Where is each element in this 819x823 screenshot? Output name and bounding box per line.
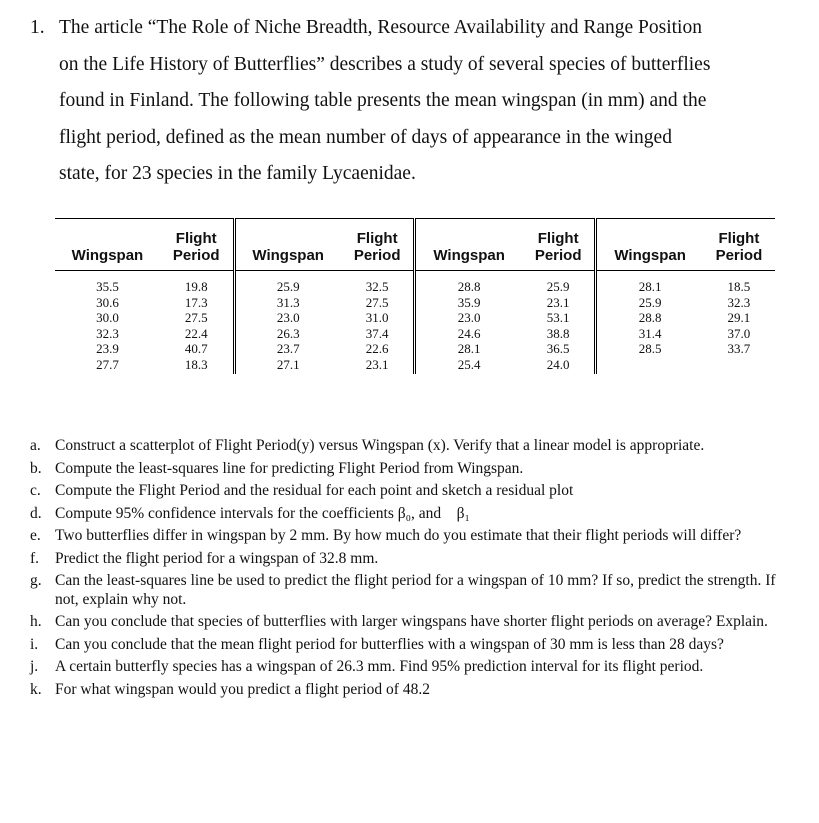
question-text: Compute 95% confidence intervals for the coefficients β₀, and β₁: [55, 504, 470, 522]
table-cell: 31.3: [276, 294, 300, 310]
question-item: [30, 460, 790, 479]
table-cell: 28.8: [457, 279, 481, 294]
intro-line: on the Life History of Butterflies” describes a study of several species of butterflies: [59, 53, 711, 75]
question-item: [30, 636, 790, 655]
table-cell: 25.9: [522, 271, 596, 295]
question-text: Predict the flight period for a wingspan of 32.8 mm.: [55, 549, 379, 567]
problem-number: 1.: [30, 17, 45, 38]
header-wingspan: Wingspan: [55, 219, 160, 271]
question-item: [30, 658, 790, 677]
intro-line: The article “The Role of Niche Breadth, Resource Availability and Range Position: [59, 17, 702, 38]
question-text: Compute the least-squares line for predicting Flight Period from Wingspan.: [55, 459, 524, 477]
question-item: [30, 505, 790, 524]
table-cell: 25.9: [276, 279, 300, 294]
table-cell: 26.3: [276, 325, 300, 341]
table-cell: 23.0: [276, 310, 300, 325]
table-cell: 25.9: [638, 294, 662, 310]
question-item: [30, 527, 790, 546]
header-flight-period: Flight Period: [703, 219, 775, 271]
question-text: Construct a scatterplot of Flight Period(y) versus Wingspan (x). Verify that a linear model is appropriate.: [55, 437, 705, 454]
table-cell: 31.4: [638, 325, 662, 341]
question-text: Can you conclude that species of butterflies with larger wingspans have shorter flight periods on average? Explain.: [55, 613, 768, 630]
table-cell: 23.1: [522, 295, 596, 311]
question-letter: g.: [30, 572, 42, 589]
question-item: [30, 572, 790, 609]
table-cell: 32.3: [96, 325, 119, 341]
table-cell: [703, 357, 775, 375]
table-cell: 22.6: [341, 341, 415, 357]
table-row: [55, 341, 775, 357]
table-cell: 29.1: [727, 310, 751, 325]
table-row: [55, 357, 775, 375]
table-cell: 32.5: [341, 271, 415, 295]
question-letter: d.: [30, 504, 42, 522]
table-cell: 35.9: [457, 294, 481, 310]
header-flight-period: Flight Period: [522, 219, 596, 271]
table-cell: 23.7: [276, 341, 300, 356]
question-text: Two butterflies differ in wingspan by 2 mm. By how much do you estimate that their flight periods will differ?: [55, 527, 742, 544]
question-text: Can the least-squares line be used to predict the flight period for a wingspan of 10 mm? If so, predict the strength. If not, explain why not.: [55, 572, 776, 608]
table-row: [55, 326, 775, 342]
table-cell: 37.4: [341, 326, 415, 342]
question-letter: e.: [30, 527, 41, 544]
table-cell: 27.1: [276, 356, 300, 372]
table-cell: 36.5: [522, 341, 596, 357]
table-row: [55, 310, 775, 326]
table-cell: 37.0: [727, 325, 751, 341]
table-cell: 33.7: [727, 341, 751, 356]
question-text: Compute the Flight Period and the residual for each point and sketch a residual plot: [55, 482, 574, 499]
question-letter: f.: [30, 549, 40, 567]
table-cell: 22.4: [160, 326, 234, 342]
question-text: Can you conclude that the mean flight period for butterflies with a wingspan of 30 mm is less than 28 days?: [55, 635, 724, 653]
table-cell: [596, 357, 703, 375]
question-item: [30, 613, 790, 632]
question-letter: h.: [30, 613, 42, 630]
table-cell: 28.1: [638, 279, 662, 294]
intro-line: found in Finland. The following table presents the mean wingspan (in mm) and the: [59, 90, 707, 111]
table-cell: 24.0: [522, 357, 596, 375]
intro-line: state, for 23 species in the family Lycaenidae.: [59, 163, 416, 184]
table-cell: 53.1: [522, 310, 596, 326]
table-cell: 28.1: [457, 341, 481, 356]
table-cell: 19.8: [160, 271, 234, 295]
table-row: [55, 271, 775, 295]
question-letter: j.: [30, 658, 39, 675]
question-item: [30, 482, 790, 501]
table-cell: 40.7: [160, 341, 234, 357]
header-wingspan: Wingspan: [596, 219, 703, 271]
header-wingspan: Wingspan: [415, 219, 522, 271]
question-item: [30, 681, 790, 700]
table-cell: 27.7: [96, 356, 119, 372]
question-item: [30, 550, 790, 569]
table-cell: 35.5: [96, 279, 119, 294]
table-cell: 27.5: [160, 310, 234, 326]
header-flight-period: Flight Period: [341, 219, 415, 271]
table-cell: 18.3: [160, 357, 234, 375]
table-cell: 30.0: [96, 310, 119, 325]
table-cell: 23.1: [341, 357, 415, 375]
table-cell: 38.8: [522, 326, 596, 342]
question-letter: a.: [30, 437, 41, 454]
question-letter: c.: [30, 482, 41, 499]
intro-line: flight period, defined as the mean number of days of appearance in the winged: [59, 126, 672, 148]
table-cell: 27.5: [341, 295, 415, 311]
table-cell: 28.5: [638, 341, 662, 356]
table-cell: 24.6: [457, 325, 481, 341]
table-header-row: [55, 219, 775, 271]
table-cell: 25.4: [457, 356, 481, 372]
butterfly-data-table: [55, 218, 775, 374]
header-flight-period: Flight Period: [160, 219, 234, 271]
question-letter: i.: [30, 635, 39, 653]
table-cell: 31.0: [341, 310, 415, 326]
header-wingspan: Wingspan: [234, 219, 341, 271]
question-list: [30, 437, 790, 703]
table-cell: 23.9: [96, 341, 119, 356]
question-text: For what wingspan would you predict a flight period of 48.2: [55, 680, 430, 698]
table-cell: 32.3: [727, 294, 751, 310]
table-cell: 23.0: [457, 310, 481, 325]
table-row: [55, 295, 775, 311]
question-letter: b.: [30, 459, 42, 477]
question-letter: k.: [30, 680, 42, 698]
table-cell: 18.5: [727, 279, 751, 294]
table-cell: 17.3: [160, 295, 234, 311]
question-text: A certain butterfly species has a wingspan of 26.3 mm. Find 95% prediction interval for its flight period.: [55, 658, 704, 675]
table-cell: 30.6: [96, 294, 119, 310]
question-item: [30, 437, 790, 456]
table-cell: 28.8: [638, 310, 662, 325]
